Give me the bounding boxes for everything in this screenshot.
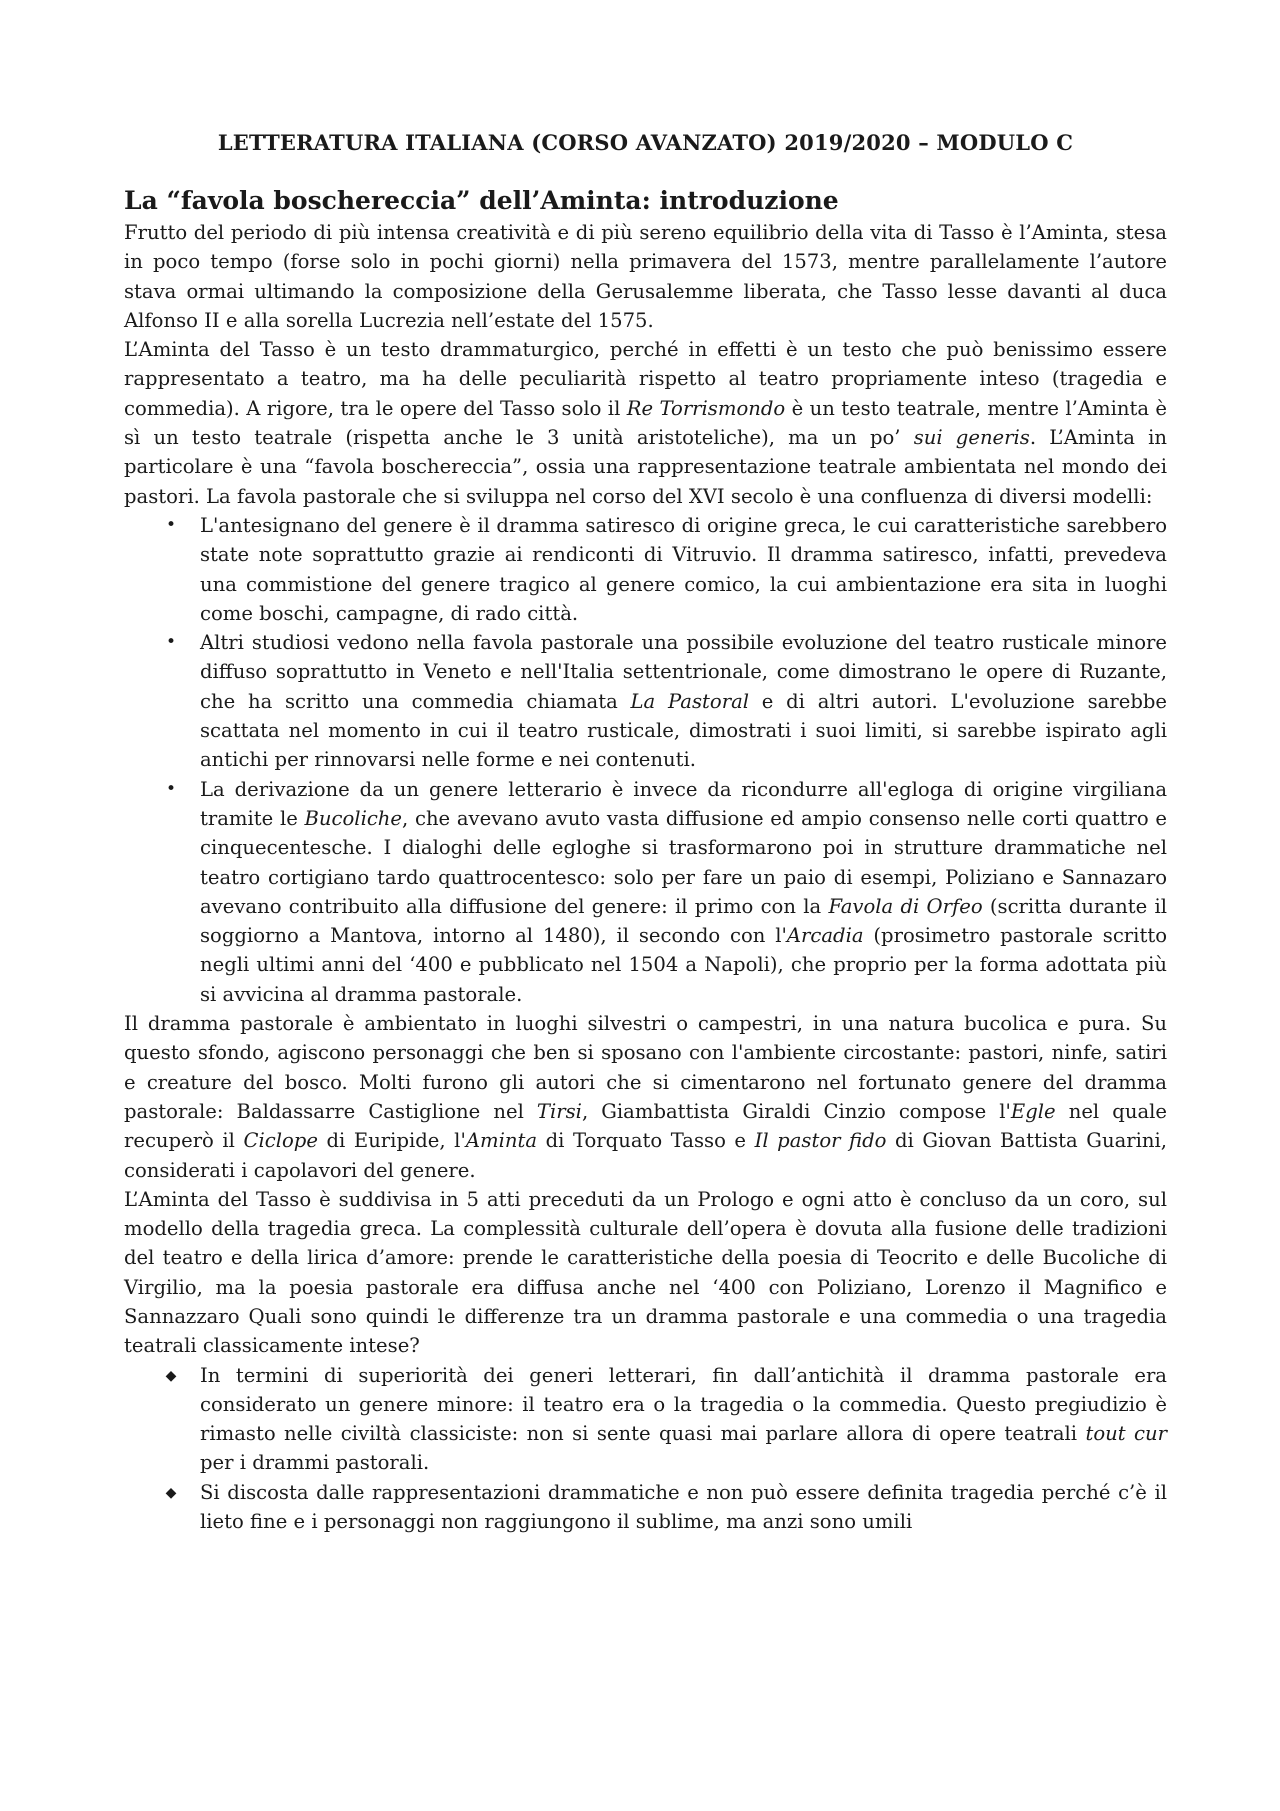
italic-title-arcadia: Arcadia bbox=[786, 924, 864, 948]
italic-sui-generis: sui generis bbox=[913, 426, 1030, 450]
bullet-dot-icon: • bbox=[165, 778, 177, 799]
italic-tout-cur: tout cur bbox=[1085, 1422, 1167, 1446]
text-run: Altri studiosi vedono nella favola pastorale una possibile evoluzione del teatro rusticale minore diffuso soprattutto in Veneto e nell'Italia settentrionale, come dimostrano le opere di Ruzante, che ha scritto una commedia chiamata bbox=[200, 631, 1167, 713]
paragraph-intro: Frutto del periodo di più intensa creatività e di più sereno equilibrio della vita di Tasso è l’Aminta, stesa in poco tempo (forse solo in pochi giorni) nella primavera del 1573, mentre parallelamente l’autore stava ormai ultimando la composizione della Gerusalemme liberata, che Tasso lesse davanti al duca Alfonso II e alla sorella Lucrezia nell’estate del 1575. bbox=[124, 221, 1167, 332]
bullet-dot-icon: • bbox=[165, 514, 177, 535]
text-run: (prosimetro pastorale scritto negli ultimi anni del ‘400 e pubblicato nel 1504 a Napoli), che proprio per la forma adottata più si avvicina al dramma pastorale. bbox=[200, 924, 1167, 1006]
text-run: di Torquato Tasso e bbox=[537, 1129, 755, 1153]
italic-title-il-pastor-fido: Il pastor fido bbox=[754, 1129, 887, 1153]
bullet-diamond-icon: ◆ bbox=[165, 1484, 177, 1501]
text-run: (scritta durante il soggiorno a Mantova, intorno al 1480), il secondo con l' bbox=[200, 894, 1167, 948]
text-run: di Euripide, l' bbox=[317, 1129, 466, 1153]
text-run: di Giovan Battista Guarini, considerati i capolavori del genere. bbox=[124, 1129, 1167, 1182]
paragraph-dramma-pastorale bbox=[124, 1009, 1167, 1185]
bullet-dot-icon: • bbox=[165, 632, 177, 653]
text-run: In termini di superiorità dei generi letterari, fin dall’antichità il dramma pastorale era considerato un genere minore: il teatro era o la tragedia o la commedia. Questo pregiudizio è rimasto nelle civiltà classiciste: non si sente quasi mai parlare allora di opere teatrali bbox=[200, 1363, 1167, 1446]
text-run: Il dramma pastorale è ambientato in luoghi silvestri o campestri, in una natura bucolica e pura. Su questo sfondo, agiscono personaggi che ben si sposano con l'ambiente circostante: pastori, ninfe, satiri e creature del bosco. Molti furono gli autori che si cimentarono nel fortunato genere del dramma pastorale: Baldassarre Castiglione nel bbox=[124, 1012, 1167, 1123]
bullet-list-differenze bbox=[124, 1361, 1167, 1537]
text-run: , che avevano avuto vasta diffusione ed ampio consenso nelle corti quattro e cinquecentesche. I dialoghi delle egloghe si trasformarono poi in strutture drammatiche nel teatro cortigiano tardo quattrocentesco: solo per fare un paio di esempi, Poliziano e Sannazaro avevano contribuito alla diffusione del genere: il primo con la bbox=[200, 806, 1167, 918]
text-run: e di altri autori. L'evoluzione sarebbe scattata nel momento in cui il teatro rusticale, dimostrati i suoi limiti, si sarebbe ispirato agli antichi per rinnovarsi nelle forme e nei contenuti. bbox=[200, 689, 1167, 772]
italic-title-tirsi: Tirsi bbox=[536, 1099, 582, 1123]
paragraph-drammaturgico bbox=[124, 335, 1167, 511]
text-run: . L’Aminta in particolare è una “favola boschereccia”, ossia una rappresentazione teatrale ambientata nel mondo dei pastori. La favola pastorale che si sviluppa nel corso del XVI secolo è una confluenza di diversi modelli: bbox=[124, 426, 1167, 508]
text-run: , Giambattista Giraldi Cinzio compose l' bbox=[581, 1099, 1011, 1123]
italic-title-aminta: Aminta bbox=[465, 1129, 538, 1153]
list-item bbox=[124, 1361, 1167, 1478]
text-run: L’Aminta del Tasso è un testo drammaturgico, perché in effetti è un testo che può benissimo essere rappresentato a teatro, ma ha delle peculiarità rispetto al teatro propriamente inteso (tragedia e commedia). A rigore, tra le opere del Tasso solo il bbox=[124, 338, 1167, 420]
list-item bbox=[124, 511, 1167, 628]
text-run: per i drammi pastorali. bbox=[200, 1451, 430, 1475]
document-page bbox=[124, 128, 1167, 1536]
paragraph-struttura: L’Aminta del Tasso è suddivisa in 5 atti preceduti da un Prologo e ogni atto è concluso da un coro, sul modello della tragedia greca. La complessità culturale dell’opera è dovuta alla fusione delle tradizioni del teatro e della lirica d’amore: prende le caratteristiche della poesia di Teocrito e delle Bucoliche di Virgilio, ma la poesia pastorale era diffusa anche nel ‘400 con Poliziano, Lorenzo il Magnifico e Sannazzaro Quali sono quindi le differenze tra un dramma pastorale e una commedia o una tragedia teatrali classicamente intese? bbox=[124, 1187, 1167, 1358]
italic-title-bucoliche: Bucoliche bbox=[304, 806, 403, 830]
italic-title-la-pastoral: La Pastoral bbox=[630, 689, 750, 713]
bullet-list-modelli bbox=[124, 511, 1167, 1009]
text-run: nel quale recuperò il bbox=[124, 1099, 1167, 1153]
list-item bbox=[124, 628, 1167, 774]
italic-title-re-torrismondo: Re Torrismondo bbox=[626, 396, 786, 420]
list-item-text: Si discosta dalle rappresentazioni drammatiche e non può essere definita tragedia perché c’è il lieto fine e i personaggi non raggiungono il sublime, ma anzi sono umili bbox=[200, 1480, 1167, 1534]
italic-title-ciclope: Ciclope bbox=[243, 1129, 318, 1153]
list-item bbox=[124, 1478, 1167, 1537]
section-heading: La “favola boschereccia” dell’Aminta: introduzione bbox=[124, 186, 839, 215]
text-run: La derivazione da un genere letterario è invece da ricondurre all'egloga di origine virgiliana tramite le bbox=[200, 777, 1167, 830]
italic-title-egle: Egle bbox=[1010, 1099, 1056, 1123]
list-item bbox=[124, 775, 1167, 1009]
document-title: LETTERATURA ITALIANA (CORSO AVANZATO) 2019/2020 – MODULO C bbox=[217, 130, 1074, 155]
text-run: è un testo teatrale, mentre l’Aminta è sì un testo teatrale (rispetta anche le 3 unità aristoteliche), ma un po’ bbox=[124, 396, 1167, 450]
list-item-text: L'antesignano del genere è il dramma satiresco di origine greca, le cui caratteristiche sarebbero state note soprattutto grazie ai rendiconti di Vitruvio. Il dramma satiresco, infatti, prevedeva una commistione del genere tragico al genere comico, la cui ambientazione era sita in luoghi come boschi, campagne, di rado città. bbox=[200, 513, 1167, 625]
bullet-diamond-icon: ◆ bbox=[165, 1367, 177, 1384]
italic-title-favola-di-orfeo: Favola di Orfeo bbox=[828, 894, 983, 918]
